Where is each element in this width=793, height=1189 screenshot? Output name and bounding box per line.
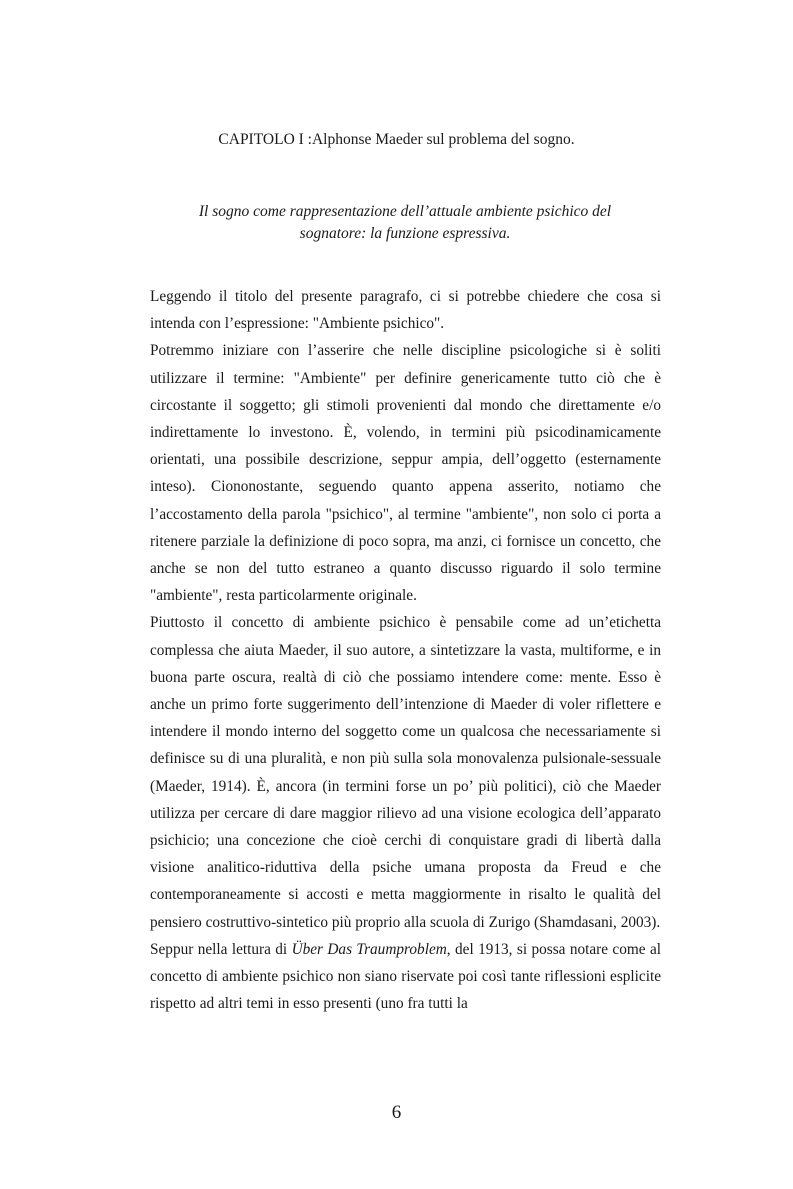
paragraph-4-text-after: , del 1913, si possa notare come al concetto di ambiente psichico non siano riservate poi così tante riflessioni esplicite rispetto ad altri temi in esso presenti (uno fra tutti la: [150, 940, 661, 1013]
section-title: [150, 201, 660, 245]
section-title-line-2: sognatore: la funzione espressiva.: [299, 225, 511, 242]
paragraph-3: Piuttosto il concetto di ambiente psichico è pensabile come ad un’etichetta complessa che aiuta Maeder, il suo autore, a sintetizzare la vasta, multiforme, e in buona parte oscura, realtà di ciò che possiamo intendere come: mente. Esso è anche un primo forte suggerimento dell’intenzione di Maeder di voler riflettere e intendere il mondo interno del soggetto come un qualcosa che necessariamente si definisce su di una pluralità, e non più sulla sola monovalenza pulsionale-sessuale (Maeder, 1914). È, ancora (in termini forse un po’ più politici), ciò che Maeder utilizza per cercare di dare maggior rilievo ad una visione ecologica dell’apparato psichicio; una concezione che cioè cerchi di conquistare gradi di libertà dalla visione analitico-riduttiva della psiche umana proposta da Freud e che contemporaneamente si accosti e metta maggiormente in risalto le qualità del pensiero costruttivo-sintetico più proprio alla scuola di Zurigo (Shamdasani, 2003).: [150, 614, 661, 931]
paragraph-2: Potremmo iniziare con l’asserire che nelle discipline psicologiche si è soliti utilizzare il termine: "Ambiente" per definire genericamente tutto ciò che è circostante il soggetto; gli stimoli provenienti dal mondo che direttamente e/o indirettamente lo investono. È, volendo, in termini più psicodinamicamente orientati, una possibile descrizione, seppur ampia, dell’oggetto (esternamente inteso). Ciononostante, seguendo quanto appena asserito, notiamo che l’accostamento della parola "psichico", al termine "ambiente", non solo ci porta a ritenere parziale la definizione di poco sopra, ma anzi, ci fornisce un concetto, che anche se non del tutto estraneo a quanto discusso riguardo il solo termine "ambiente", resta particolarmente originale.: [150, 342, 661, 605]
body-text: [150, 283, 661, 1017]
paragraph-4: [150, 936, 661, 1018]
paragraph-4-text-before: Seppur nella lettura di: [150, 940, 292, 958]
chapter-title: CAPITOLO I :Alphonse Maeder sul problema del sogno.: [218, 131, 575, 148]
book-title: Über Das Traumproblem: [291, 940, 447, 958]
section-title-line-1: Il sogno come rappresentazione dell’attuale ambiente psichico del: [198, 203, 612, 220]
page-number: 6: [391, 1102, 402, 1123]
paragraph-1: Leggendo il titolo del presente paragrafo, ci si potrebbe chiedere che cosa si intenda con l’espressione: "Ambiente psichico".: [150, 288, 661, 333]
